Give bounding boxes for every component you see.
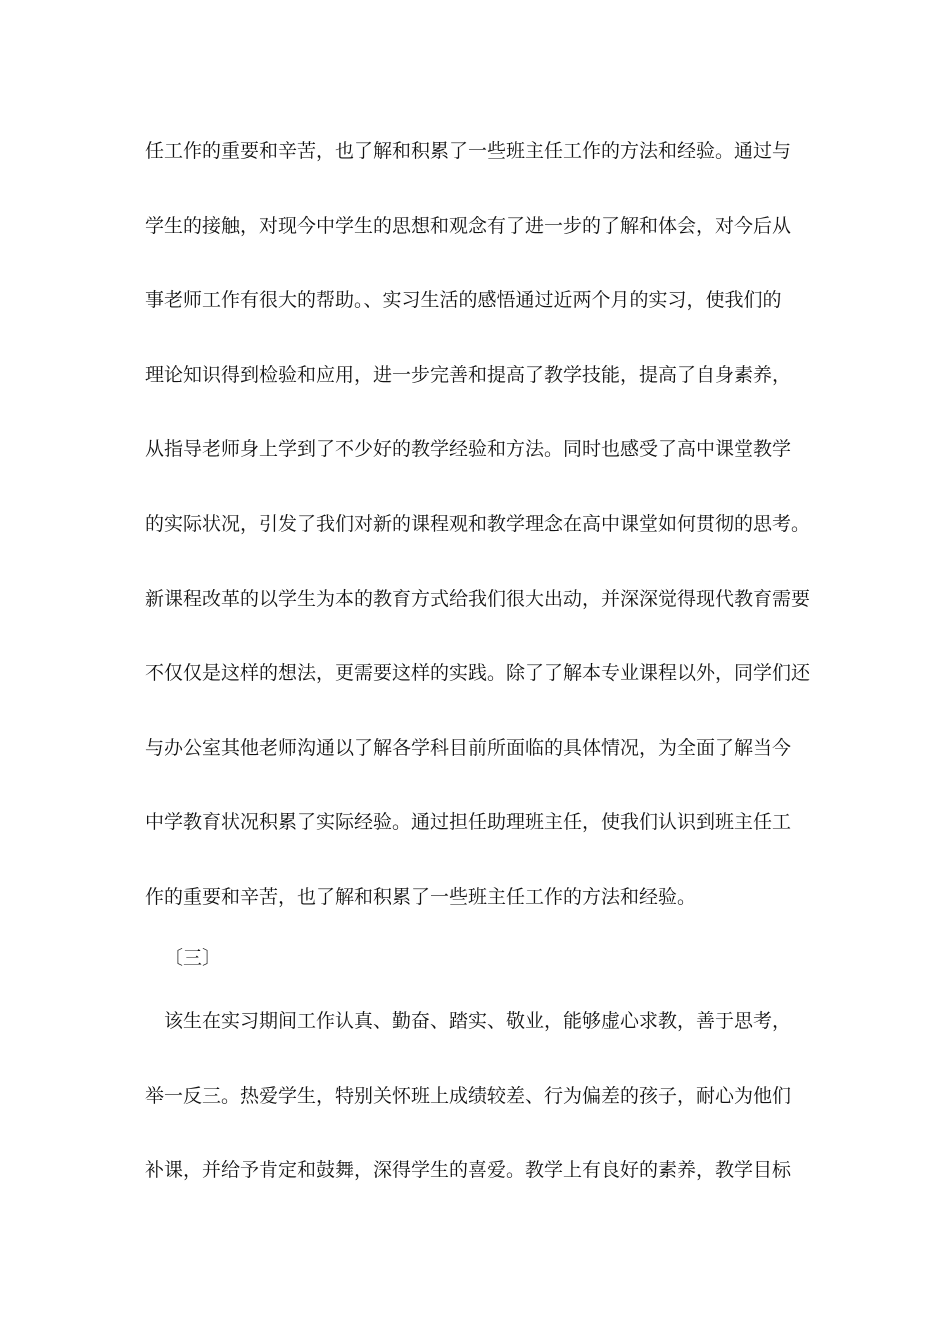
text-line: 从指导老师身上学到了不少好的教学经验和方法。同时也感受了高中课堂教学 — [145, 438, 792, 460]
text-line: 与办公室其他老师沟通以了解各学科目前所面临的具体情况，为全面了解当今 — [145, 737, 792, 759]
text-line: 该生在实习期间工作认真、勤奋、踏实、敬业，能够虚心求教，善于思考， — [164, 1010, 792, 1032]
text-line: 举一反三。热爱学生，特别关怀班上成绩较差、行为偏差的孩子，耐心为他们 — [145, 1085, 792, 1107]
text-line: 事老师工作有很大的帮助。、实习生活的感悟通过近两个月的实习，使我们的 — [145, 289, 782, 311]
text-line: 学生的接触，对现今中学生的思想和观念有了进一步的了解和体会，对今后从 — [145, 215, 792, 237]
text-line: 任工作的重要和辛苦，也了解和积累了一些班主任工作的方法和经验。通过与 — [145, 140, 792, 162]
section-heading: 〔三〕 — [164, 947, 222, 969]
text-line: 理论知识得到检验和应用，进一步完善和提高了教学技能，提高了自身素养， — [145, 364, 792, 386]
text-line: 的实际状况，引发了我们对新的课程观和教学理念在高中课堂如何贯彻的思考。 — [145, 513, 811, 535]
text-line: 补课，并给予肯定和鼓舞，深得学生的喜爱。教学上有良好的素养，教学目标 — [145, 1159, 792, 1181]
text-line: 中学教育状况积累了实际经验。通过担任助理班主任，使我们认识到班主任工 — [145, 811, 792, 833]
text-line: 新课程改革的以学生为本的教育方式给我们很大出动，并深深觉得现代教育需要 — [145, 588, 811, 610]
text-line: 作的重要和辛苦，也了解和积累了一些班主任工作的方法和经验。 — [145, 886, 697, 908]
text-line: 不仅仅是这样的想法，更需要这样的实践。除了了解本专业课程以外，同学们还 — [145, 662, 811, 684]
